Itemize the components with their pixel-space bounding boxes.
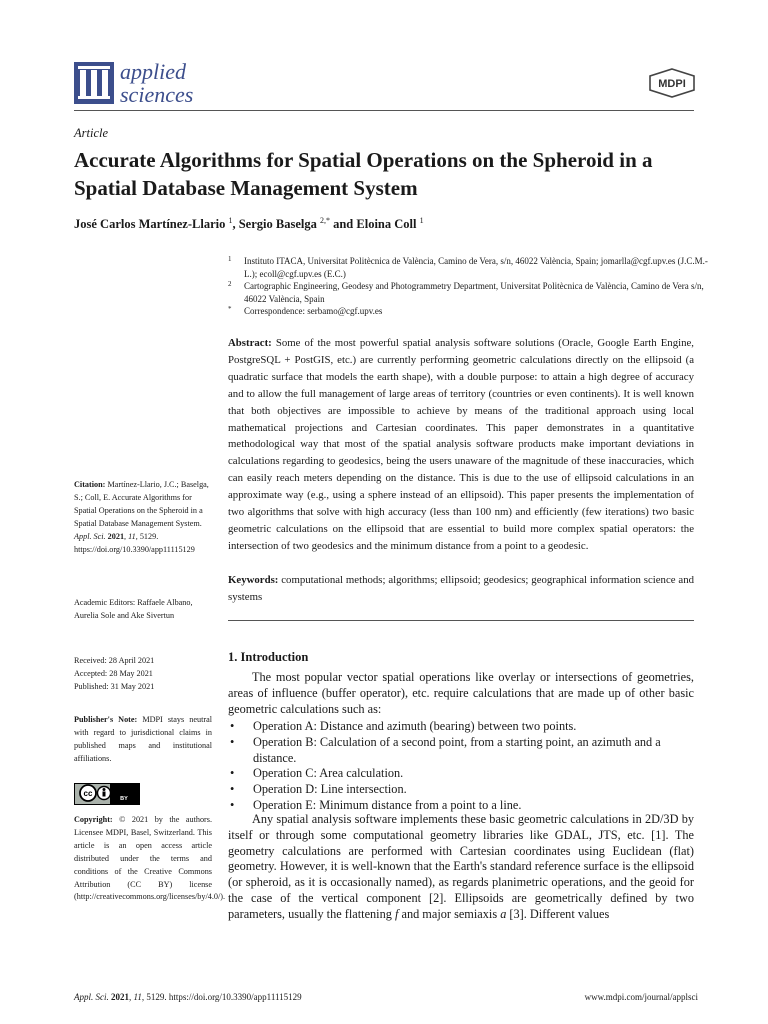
affiliation-marker: * [228,305,232,313]
abstract-label: Abstract: [228,337,272,349]
affiliation-text: Correspondence: serbamo@cgf.upv.es [244,306,383,316]
list-item: • Operation B: Calculation of a second point, from a starting point, an azimuth and a distance. [230,734,661,765]
publisher-note-text: MDPI stays neutral with regard to jurisdictional claims in published maps and institutional affiliations. [74,715,212,763]
citation-text: Martínez-Llario, J.C.; Baselga, S.; Coll, E. Accurate Algorithms for Spatial Operations on the Spheroid in a Spatial Database Management System. [74,480,209,528]
operation-list [228,719,694,814]
affiliation-item [228,280,708,305]
cc-symbol: cc [83,789,93,798]
citation-year: 2021 [107,531,125,541]
affiliation-item [228,305,708,318]
list-item: • Operation E: Minimum distance from a point to a line. [230,797,522,812]
publication-dates [74,655,212,694]
list-item: • Operation C: Area calculation. [230,766,404,781]
keywords-label: Keywords: [228,574,279,586]
author-affiliation-marker: 1 [228,216,233,225]
list-item: • Operation D: Line intersection. [230,782,407,797]
list-item: • Operation A: Distance and azimuth (bearing) between two points. [230,719,577,733]
affiliation-item [228,255,708,280]
citation-block: Citation: Martínez-Llario, J.C.; Baselga, S.; Coll, E. Accurate Algorithms for Spatial Operations on the Spheroid in a Spatial Database Management System. Appl. Sci. 2021, 11, 5129. https://doi.org/10.3390/app11115129 [74,480,209,554]
cc-by-license-icon[interactable] [74,783,140,805]
copyright-text: © 2021 by the authors. Licensee MDPI, Basel, Switzerland. This article is an open access article distributed under the terms and conditions of the Creative Commons Attribution (CC BY) license (http://creativecommons.org/licenses/by/4.0/). [74,815,226,902]
body-paragraph: The most popular vector spatial operations like overlay or intersections of geometries, areas of influence (buffer operator), etc. require calculations that are made up of other basic geometric calculations such as: [228,670,694,716]
citation-volume: 11 [128,531,136,541]
footer-doi-link[interactable]: , 5129. https://doi.org/10.3390/app11115129 [141,992,302,1002]
author-list: José Carlos Martínez-Llario $^1$, Sergio Baselga $^{2,*}$ and Eloina Coll $^1$ [74,216,424,232]
copyright-notice [74,814,226,904]
citation-doi[interactable]: , 5129. https://doi.org/10.3390/app11115129 [74,531,195,554]
accepted-date: Accepted: 28 May 2021 [74,668,153,678]
affiliation-list [228,255,708,318]
affiliation-marker: 2 [228,280,232,288]
abstract-text: Some of the most powerful spatial analysis software solutions (Oracle, Google Earth Engine, PostgreSQL + PostGIS, etc.) are currently performing geometric calculations directly on the ellipsoid (a quadratic surface that models the earth shape), with a double purpose: to attain a high degree of accuracy and to allow the full management of large areas of territory (countries or even continents). It is well known that both objectives are impossible to achieve by means of the traditional approach using local mathematical projections and Cartesian coordinates. This paper demonstrates in a quantitative methodological way that most of the spatial analysis software products make important deviations in calculations regarding to geodesics, being the users unaware of the magnitude of these inaccuracies, which can easily reach meters depending on the distance. This is due to the use of ellipsoid calculations in an approximate way (e.g., using a sphere instead of an ellipsoid). This paper presents the implementation of two algorithms that solve with high accuracy (less than 100 nm) and efficiently (few iterations) two basic geometric calculations on the ellipsoid that are essential to build more complex spatial operators: the intersection of two geodesics and the minimum distance from a point to a geodesic. [228,337,694,552]
paper-title: Accurate Algorithms for Spatial Operations on the Spheroid in a Spatial Database Management System [74,148,653,200]
published-date: Published: 31 May 2021 [74,681,155,691]
author-name: Sergio Baselga [238,217,317,232]
publisher-name: MDPI [658,78,686,90]
copyright-label: Copyright: [74,815,113,824]
body-paragraph: Any spatial analysis software implements these basic geometric calculations in 2D/3D by itself or through some computational geometry libraries like GDAL, JTS, etc. [1]. The geometry calculations are performed with Cartesian coordinates using Euclidean (flat) geometry. However, it is well-known that the Earth's standard reference surface is the ellipsoid (or spheroid, as it is occasionally named), as regards planimetric operations, and the geoid for the case of the vertical component [2]. Ellipsoids are geometrically defined by two parameters, usually the flattening f and major semiaxis a [3]. Different values [228,812,694,921]
header-divider [74,110,694,111]
publisher-note [74,714,212,766]
cc-by-label: BY [120,796,128,802]
journal-url-link[interactable]: www.mdpi.com/journal/applsci [584,992,698,1002]
citation-journal: Appl. Sci. [74,531,106,541]
citation-label: Citation: [74,480,106,489]
author-affiliation-marker: 2,* [319,216,330,225]
journal-logo [74,60,244,108]
affiliation-text: Instituto ITACA, Universitat Politècnica de València, Camino de Vera, s/n, 46022 València, Spain; jomarlla@cgf.upv.es (J.C.M.-L.); ecoll@cgf.upv.es (E.C.) [244,256,708,279]
author-affiliation-marker: 1 [419,216,424,225]
affiliation-marker: 1 [228,255,232,263]
affiliation-text: Cartographic Engineering, Geodesy and Photogrammetry Department, Universitat Politècnica de València, Camino de Vera s/n, 46022 València, Spain [244,281,704,304]
publisher-note-label: Publisher's Note: [74,715,138,724]
keywords-text: computational methods; algorithms; ellipsoid; geodesics; geographical information science and systems [228,574,694,603]
mdpi-logo [646,68,698,98]
footer-citation: Appl. Sci. 2021, 11, 5129. https://doi.org/10.3390/app11115129 [74,992,302,1002]
journal-emblem-icon [74,62,114,104]
keywords [228,572,694,606]
academic-editors: Academic Editors: Raffaele Albano, Aurelia Sole and Ake Sivertun [74,598,193,620]
article-type: Article [74,126,109,140]
section-divider [228,620,694,621]
author-name: Eloina Coll [356,217,417,232]
section-heading: 1. Introduction [228,650,309,664]
journal-name: applied sciences [120,59,194,107]
abstract [228,335,694,555]
received-date: Received: 28 April 2021 [74,656,155,665]
author-name: José Carlos Martínez-Llario [74,217,226,232]
